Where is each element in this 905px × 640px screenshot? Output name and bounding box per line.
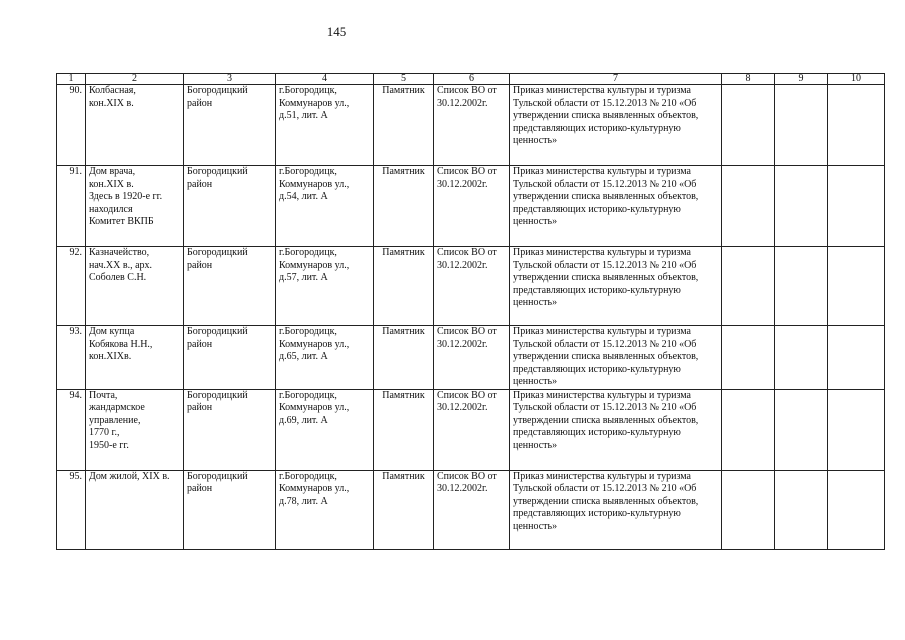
cell-number: 92. <box>57 247 86 326</box>
cell-order-line: Тульской области от 15.12.2013 № 210 «Об <box>513 259 697 271</box>
cell-order-line: ценность» <box>513 439 558 451</box>
cell-address-line: д.54, лит. А <box>279 191 328 202</box>
cell-district-line: Богородицкий <box>187 389 248 401</box>
cell-category: Памятник <box>374 326 434 390</box>
cell-number: 94. <box>57 389 86 470</box>
cell-col-9 <box>775 85 828 166</box>
cell-order <box>510 247 722 326</box>
table-row <box>57 470 885 549</box>
cell-object-name-line: кон.XIXв. <box>89 351 132 362</box>
cell-order-line: ценность» <box>513 376 558 387</box>
cell-address <box>276 166 374 247</box>
cell-list-ref-line: 30.12.2002г. <box>437 259 488 271</box>
cell-address-line: г.Богородицк, <box>279 470 337 482</box>
cell-col-9 <box>775 166 828 247</box>
cell-object-name-line: управление, <box>89 414 141 426</box>
cell-number: 95. <box>57 470 86 549</box>
cell-order-line: утверждении списка выявленных объектов, <box>513 351 699 362</box>
cell-list-ref-line: Список ВО от <box>437 247 497 258</box>
cell-category: Памятник <box>374 470 434 549</box>
cell-col-9 <box>775 389 828 470</box>
cell-list-ref <box>434 389 510 470</box>
heritage-registry-table <box>56 73 885 550</box>
cell-list-ref-line: 30.12.2002г. <box>437 178 488 190</box>
col-header-8: 8 <box>722 74 775 85</box>
cell-order-line: утверждении списка выявленных объектов, <box>513 272 699 283</box>
table-row <box>57 389 885 470</box>
cell-col-10 <box>828 85 885 166</box>
col-header-4: 4 <box>276 74 374 85</box>
cell-object-name-line: жандармское <box>89 402 145 413</box>
page-number-text: 145 <box>326 24 347 39</box>
cell-object-name <box>86 389 184 470</box>
cell-address-line: д.69, лит. А <box>279 414 328 426</box>
cell-category: Памятник <box>374 247 434 326</box>
cell-object-name-line: Дом купца <box>89 326 135 337</box>
cell-object-name-line: Дом жилой, XIX в. <box>89 470 170 482</box>
cell-order-line: представляющих историко-культурную <box>513 427 681 438</box>
cell-district-line: Богородицкий <box>187 326 248 337</box>
cell-list-ref-line: 30.12.2002г. <box>437 338 488 350</box>
cell-object-name-line: Здесь в 1920-е гг. <box>89 191 163 202</box>
table-row <box>57 85 885 166</box>
cell-address-line: г.Богородицк, <box>279 166 337 177</box>
col-header-6: 6 <box>434 74 510 85</box>
cell-list-ref-line: 30.12.2002г. <box>437 97 488 109</box>
cell-district-line: район <box>187 338 213 350</box>
cell-district-line: район <box>187 402 213 413</box>
cell-order-line: Приказ министерства культуры и туризма <box>513 470 691 482</box>
cell-address-line: Коммунаров ул., <box>279 402 350 413</box>
cell-order-line: Приказ министерства культуры и туризма <box>513 85 691 96</box>
cell-order-line: ценность» <box>513 135 558 146</box>
cell-order <box>510 85 722 166</box>
cell-col-10 <box>828 166 885 247</box>
cell-list-ref-line: 30.12.2002г. <box>437 483 488 494</box>
cell-district-line: район <box>187 178 213 190</box>
cell-order-line: Тульской области от 15.12.2013 № 210 «Об <box>513 178 697 190</box>
cell-order-line: Приказ министерства культуры и туризма <box>513 326 691 337</box>
col-header-5: 5 <box>374 74 434 85</box>
cell-district <box>184 389 276 470</box>
col-header-1: 1 <box>57 74 86 85</box>
cell-object-name-line: Комитет ВКПБ <box>89 216 154 227</box>
cell-address-line: д.57, лит. А <box>279 272 328 283</box>
cell-list-ref <box>434 166 510 247</box>
cell-object-name-line: 1950-е гг. <box>89 439 129 451</box>
cell-col-10 <box>828 470 885 549</box>
cell-number: 90. <box>57 85 86 166</box>
cell-district <box>184 470 276 549</box>
cell-district-line: Богородицкий <box>187 247 248 258</box>
cell-order-line: Приказ министерства культуры и туризма <box>513 166 691 177</box>
cell-col-8 <box>722 389 775 470</box>
cell-order-line: представляющих историко-культурную <box>513 203 681 215</box>
cell-address-line: Коммунаров ул., <box>279 97 350 109</box>
cell-order-line: утверждении списка выявленных объектов, <box>513 414 699 426</box>
cell-district <box>184 166 276 247</box>
cell-address-line: Коммунаров ул., <box>279 338 350 350</box>
cell-list-ref <box>434 247 510 326</box>
table-row <box>57 326 885 390</box>
col-header-2: 2 <box>86 74 184 85</box>
cell-address-line: Коммунаров ул., <box>279 483 350 494</box>
cell-order-line: представляющих историко-культурную <box>513 363 681 375</box>
table-row <box>57 247 885 326</box>
cell-list-ref-line: Список ВО от <box>437 326 497 337</box>
cell-order-line: ценность» <box>513 216 558 227</box>
cell-district-line: Богородицкий <box>187 85 248 96</box>
cell-order <box>510 326 722 390</box>
cell-object-name-line: кон.XIX в. <box>89 97 134 109</box>
cell-col-9 <box>775 470 828 549</box>
cell-list-ref <box>434 326 510 390</box>
cell-number: 91. <box>57 166 86 247</box>
cell-order <box>510 389 722 470</box>
cell-col-9 <box>775 326 828 390</box>
cell-list-ref-line: Список ВО от <box>437 389 497 401</box>
cell-address <box>276 389 374 470</box>
cell-order-line: Тульской области от 15.12.2013 № 210 «Об <box>513 483 697 494</box>
cell-col-10 <box>828 389 885 470</box>
cell-col-8 <box>722 326 775 390</box>
cell-order-line: представляющих историко-культурную <box>513 508 681 519</box>
cell-order-line: утверждении списка выявленных объектов, <box>513 110 699 121</box>
cell-address-line: д.65, лит. А <box>279 351 328 362</box>
cell-district-line: Богородицкий <box>187 470 248 482</box>
cell-category: Памятник <box>374 85 434 166</box>
cell-list-ref-line: 30.12.2002г. <box>437 402 488 413</box>
cell-order-line: Тульской области от 15.12.2013 № 210 «Об <box>513 338 697 350</box>
cell-order-line: представляющих историко-культурную <box>513 122 681 134</box>
cell-address-line: Коммунаров ул., <box>279 178 350 190</box>
cell-order-line: ценность» <box>513 297 558 308</box>
cell-list-ref <box>434 470 510 549</box>
page-number <box>0 24 905 40</box>
cell-order-line: представляющих историко-культурную <box>513 284 681 296</box>
cell-district <box>184 326 276 390</box>
cell-address <box>276 85 374 166</box>
col-header-3: 3 <box>184 74 276 85</box>
cell-order-line: утверждении списка выявленных объектов, <box>513 191 699 202</box>
cell-col-9 <box>775 247 828 326</box>
cell-object-name-line: Колбасная, <box>89 85 136 96</box>
cell-category: Памятник <box>374 389 434 470</box>
cell-district-line: Богородицкий <box>187 166 248 177</box>
cell-address <box>276 470 374 549</box>
cell-address-line: г.Богородицк, <box>279 85 337 96</box>
cell-object-name <box>86 247 184 326</box>
cell-address-line: Коммунаров ул., <box>279 259 350 271</box>
cell-order-line: утверждении списка выявленных объектов, <box>513 495 699 507</box>
cell-object-name <box>86 470 184 549</box>
cell-col-8 <box>722 247 775 326</box>
cell-district <box>184 247 276 326</box>
col-header-9: 9 <box>775 74 828 85</box>
cell-object-name-line: Кобякова Н.Н., <box>89 338 153 350</box>
table-row <box>57 166 885 247</box>
cell-col-8 <box>722 470 775 549</box>
cell-district-line: район <box>187 259 213 271</box>
cell-col-8 <box>722 166 775 247</box>
cell-address-line: г.Богородицк, <box>279 326 337 337</box>
cell-object-name-line: находился <box>89 203 133 215</box>
cell-number: 93. <box>57 326 86 390</box>
cell-address-line: д.78, лит. А <box>279 495 328 507</box>
cell-order-line: Приказ министерства культуры и туризма <box>513 389 691 401</box>
cell-object-name-line: Дом врача, <box>89 166 136 177</box>
cell-object-name-line: Почта, <box>89 389 118 401</box>
cell-address <box>276 247 374 326</box>
cell-district <box>184 85 276 166</box>
cell-list-ref <box>434 85 510 166</box>
cell-category: Памятник <box>374 166 434 247</box>
cell-object-name-line: Казначейство, <box>89 247 150 258</box>
col-header-10: 10 <box>828 74 885 85</box>
cell-col-10 <box>828 326 885 390</box>
cell-order <box>510 470 722 549</box>
cell-col-10 <box>828 247 885 326</box>
cell-object-name-line: кон.XIX в. <box>89 178 134 190</box>
cell-address-line: г.Богородицк, <box>279 389 337 401</box>
cell-district-line: район <box>187 483 213 494</box>
cell-order-line: Приказ министерства культуры и туризма <box>513 247 691 258</box>
cell-order-line: Тульской области от 15.12.2013 № 210 «Об <box>513 402 697 413</box>
cell-object-name <box>86 326 184 390</box>
cell-address-line: д.51, лит. А <box>279 110 328 121</box>
cell-object-name <box>86 85 184 166</box>
cell-list-ref-line: Список ВО от <box>437 166 497 177</box>
cell-list-ref-line: Список ВО от <box>437 470 497 482</box>
cell-col-8 <box>722 85 775 166</box>
cell-object-name-line: Соболев С.Н. <box>89 272 147 283</box>
header-row <box>57 74 885 85</box>
cell-address <box>276 326 374 390</box>
cell-address-line: г.Богородицк, <box>279 247 337 258</box>
cell-object-name <box>86 166 184 247</box>
cell-order-line: Тульской области от 15.12.2013 № 210 «Об <box>513 97 697 109</box>
col-header-7: 7 <box>510 74 722 85</box>
cell-order <box>510 166 722 247</box>
cell-order-line: ценность» <box>513 520 558 532</box>
cell-list-ref-line: Список ВО от <box>437 85 497 96</box>
cell-object-name-line: нач.XX в., арх. <box>89 259 153 271</box>
cell-district-line: район <box>187 97 213 109</box>
cell-object-name-line: 1770 г., <box>89 427 120 438</box>
